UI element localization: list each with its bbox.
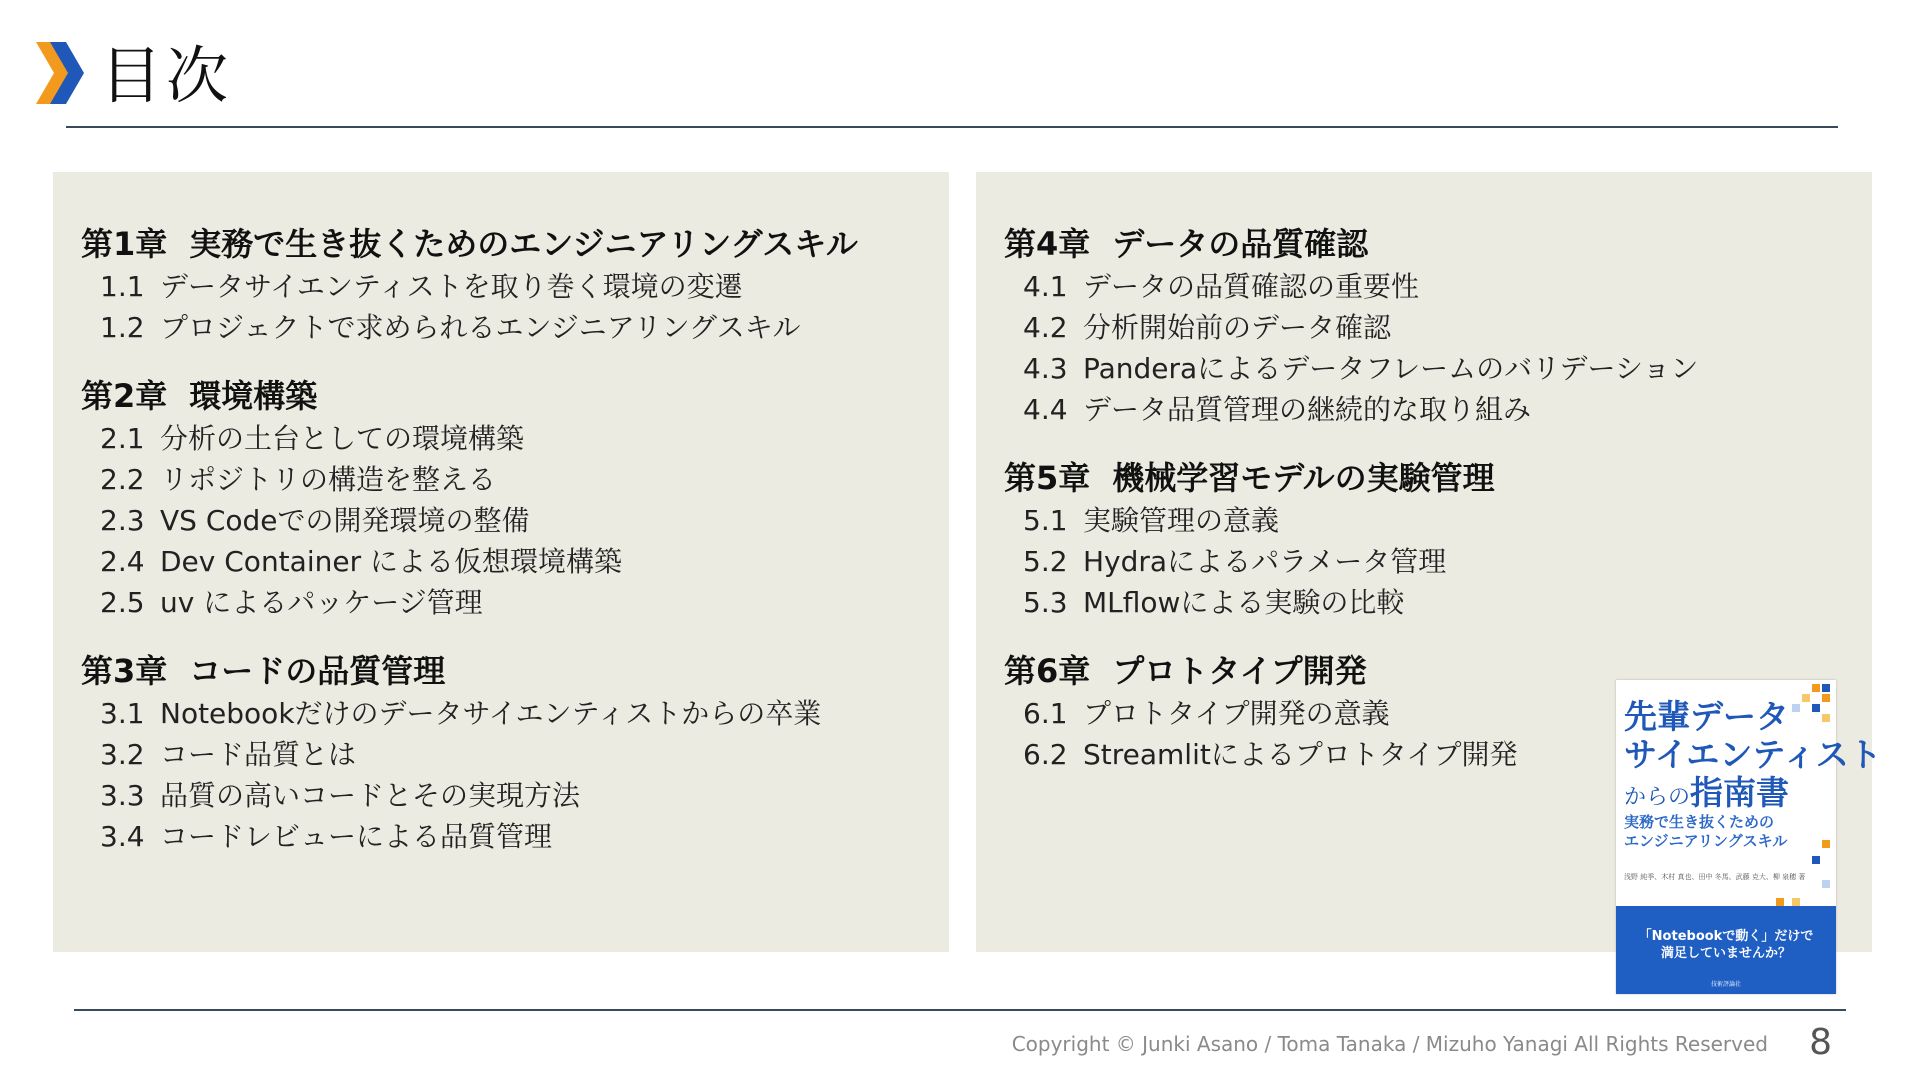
section-title: プロトタイプ開発の意義 (1083, 697, 1390, 730)
page-number: 8 (1809, 1022, 1832, 1063)
book-title-prefix: からの (1624, 785, 1691, 810)
chapter-title: データの品質確認 (1112, 225, 1369, 263)
section-title: 分析開始前のデータ確認 (1083, 311, 1392, 344)
section-item (81, 418, 929, 459)
chapter-heading (81, 222, 929, 266)
section-number: 3.4 (100, 820, 145, 853)
chapter-title: 環境構築 (189, 377, 318, 415)
section-item (81, 816, 929, 857)
section-item (81, 459, 929, 500)
chapter-block (81, 374, 929, 623)
chapter-title: 機械学習モデルの実験管理 (1112, 459, 1495, 497)
section-item (81, 734, 929, 775)
chapter-heading (1004, 222, 1852, 266)
section-title: コードレビューによる品質管理 (160, 820, 553, 853)
section-number: 2.1 (100, 422, 145, 455)
section-title: Hydraによるパラメータ管理 (1083, 545, 1447, 578)
book-publisher: 技術評論社 (1710, 981, 1741, 988)
page-title: 目次 (100, 39, 233, 112)
pixel-pattern (1822, 840, 1830, 848)
header-divider (66, 126, 1838, 128)
section-number: 4.3 (1023, 352, 1068, 385)
section-title: VS Codeでの開発環境の整備 (160, 504, 530, 537)
pixel-pattern (1822, 684, 1830, 692)
section-item (81, 500, 929, 541)
book-subtitle (1624, 813, 1787, 851)
chapter-block (81, 649, 929, 857)
book-catchphrase (1616, 928, 1836, 962)
book-title-main: 指南書 (1690, 773, 1790, 812)
section-number: 4.2 (1023, 311, 1068, 344)
book-authors: 浅野 純季、木村 真也、田中 冬馬、武藤 克大、柳 泉穂 著 (1624, 873, 1806, 881)
section-title: プロジェクトで求められるエンジニアリングスキル (160, 311, 801, 344)
section-number: 5.2 (1023, 545, 1068, 578)
section-number: 6.1 (1023, 697, 1068, 730)
section-item (81, 693, 929, 734)
chapter-block (1004, 222, 1852, 430)
section-title: Notebookだけのデータサイエンティストからの卒業 (160, 697, 822, 730)
book-cover (1616, 680, 1882, 994)
section-title: Streamlitによるプロトタイプ開発 (1083, 738, 1518, 771)
section-item (1004, 389, 1852, 430)
section-number: 4.4 (1023, 393, 1068, 426)
section-number: 3.3 (100, 779, 145, 812)
section-number: 2.3 (100, 504, 145, 537)
section-number: 1.2 (100, 311, 145, 344)
section-title: コード品質とは (160, 738, 357, 771)
chapter-number: 第4章 (1004, 225, 1091, 263)
chapter-title: コードの品質管理 (189, 652, 446, 690)
chapter-heading (81, 649, 929, 693)
section-title: MLflowによる実験の比較 (1083, 586, 1405, 619)
chapter-heading (1004, 456, 1852, 500)
section-title: データ品質管理の継続的な取り組み (1083, 393, 1532, 426)
section-title: データの品質確認の重要性 (1083, 270, 1420, 303)
section-number: 5.1 (1023, 504, 1068, 537)
section-title: uv によるパッケージ管理 (160, 586, 483, 619)
pixel-pattern (1812, 856, 1820, 864)
section-number: 2.4 (100, 545, 145, 578)
section-item (81, 582, 929, 623)
book-catch-line1: 「Notebookで動く」だけで (1638, 929, 1814, 944)
section-item (1004, 266, 1852, 307)
section-item (1004, 307, 1852, 348)
book-subtitle-line1: 実務で生き抜くための (1624, 813, 1775, 831)
chapter-number: 第1章 (81, 225, 168, 263)
toc-panel-left (53, 172, 949, 952)
section-number: 6.2 (1023, 738, 1068, 771)
chapter-number: 第3章 (81, 652, 168, 690)
chapter-number: 第6章 (1004, 652, 1091, 690)
chapter-title: 実務で生き抜くためのエンジニアリングスキル (189, 225, 858, 263)
book-subtitle-line2: エンジニアリングスキル (1624, 832, 1788, 850)
book-title-line3 (1624, 774, 1824, 817)
section-title: 分析の土台としての環境構築 (160, 422, 525, 455)
section-title: Dev Container による仮想環境構築 (160, 545, 622, 578)
section-item (81, 266, 929, 307)
section-number: 5.3 (1023, 586, 1068, 619)
section-title: データサイエンティストを取り巻く環境の変遷 (160, 270, 743, 303)
section-item (1004, 582, 1852, 623)
double-chevron-right-icon (36, 42, 86, 104)
toc-column-left (81, 222, 929, 883)
section-number: 4.1 (1023, 270, 1068, 303)
section-title: 実験管理の意義 (1083, 504, 1280, 537)
book-title-line2: サイエンティスト (1624, 735, 1882, 774)
section-number: 2.5 (100, 586, 145, 619)
book-title-line1: 先輩データ (1624, 697, 1789, 736)
section-number: 1.1 (100, 270, 145, 303)
book-catch-line2: 満足していませんか？ (1660, 946, 1791, 961)
pixel-pattern (1776, 898, 1784, 906)
section-title: Panderaによるデータフレームのバリデーション (1083, 352, 1699, 385)
section-number: 3.1 (100, 697, 145, 730)
chapter-block (1004, 456, 1852, 623)
pixel-pattern (1822, 880, 1830, 888)
section-item (81, 775, 929, 816)
section-title: リポジトリの構造を整える (160, 463, 497, 496)
section-item (1004, 541, 1852, 582)
section-item (1004, 348, 1852, 389)
copyright-text: Copyright © Junki Asano / Toma Tanaka / Mizuho Yanagi All Rights Reserved (1011, 1032, 1768, 1056)
section-item (81, 541, 929, 582)
pixel-pattern (1792, 898, 1800, 906)
chapter-block (81, 222, 929, 348)
section-title: 品質の高いコードとその実現方法 (160, 779, 581, 812)
book-band (1616, 906, 1836, 994)
pixel-pattern (1812, 684, 1820, 692)
section-item (81, 307, 929, 348)
chapter-heading (81, 374, 929, 418)
footer-divider (74, 1009, 1846, 1011)
chapter-title: プロトタイプ開発 (1112, 652, 1367, 690)
book-title (1624, 697, 1882, 817)
section-item (1004, 500, 1852, 541)
section-number: 3.2 (100, 738, 145, 771)
section-number: 2.2 (100, 463, 145, 496)
chapter-number: 第5章 (1004, 459, 1091, 497)
chapter-number: 第2章 (81, 377, 168, 415)
